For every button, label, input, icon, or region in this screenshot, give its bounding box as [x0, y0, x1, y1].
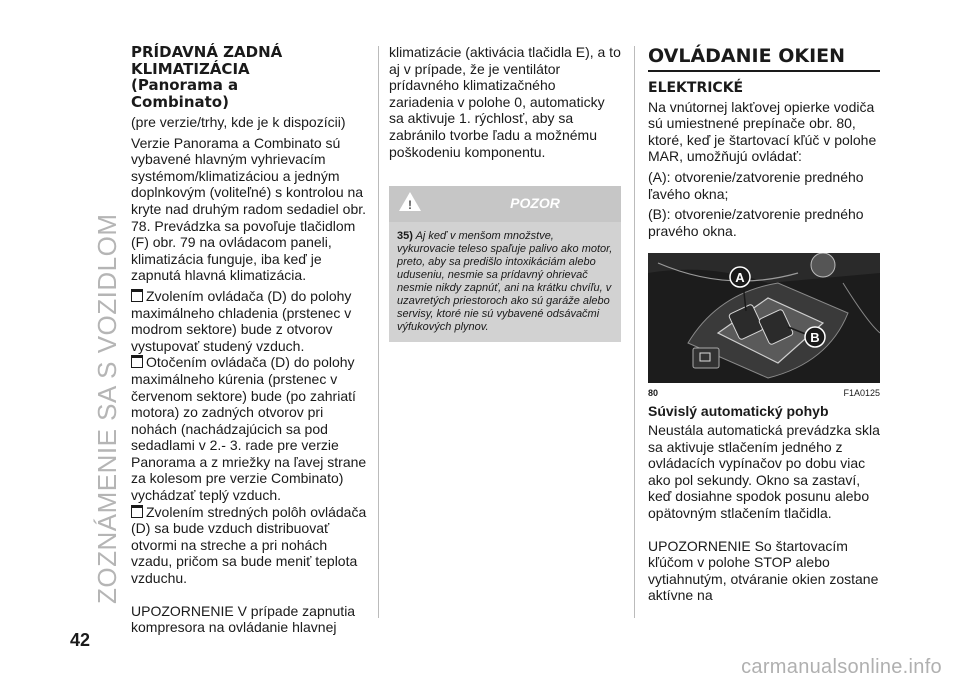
bullet-text: Zvolením stredných polôh ovládača (D) sa bude vzduch distribuovať otvormi na streche a pri nohách vzadu, pričom sa bude meniť teplota vzduchu.	[131, 503, 367, 587]
section-title: OVLÁDANIE OKIEN	[648, 45, 846, 67]
continued-paragraph: klimatizácie (aktivácia tlačidla E), a to aj v prípade, že je ventilátor prídavného klimatizačného zariadenia v polohe 0, automaticky sa aktivuje 1. rýchlosť, aby sa zabránilo tvorbe ľadu a možnému poškodeniu komponentu.	[389, 44, 621, 160]
intro-paragraph: Verzie Panorama a Combinato sú vybavené hlavným vyhrievacím systémom/klimatizáciou a jedným doplnkovým (voliteľné) s kontrolou na kryte nad druhým radom sedadiel obr. 78. Prevádzka sa povoľuje tlačidlom (F) obr. 79 na ovládacom paneli, klimatizácia funguje, iba keď je zapnutá hlavná klimatizácia.	[131, 134, 367, 284]
list-item: (B): otvorenie/zatvorenie predného pravého okna.	[648, 206, 864, 239]
auto-paragraph: Neustála automatická prevádzka skla sa aktivuje stlačením jedného z ovládacích vypínačov po dobu viac ako pol sekundy. Okno sa zastaví, keď dosiahne spodok posunu alebo opätovným stlačením tlačidla.	[648, 421, 880, 521]
bullet-icon	[131, 289, 143, 302]
side-title: ZOZNÁMENIE SA S VOZIDLOM	[92, 213, 122, 604]
column-2	[389, 44, 621, 342]
column-divider	[634, 46, 635, 618]
figure-code: F1A0125	[843, 388, 880, 399]
bullet-icon	[131, 505, 143, 518]
warning-number: 35)	[397, 230, 413, 243]
bullet-item	[131, 288, 367, 354]
intro-paragraph: Na vnútornej lakťovej opierke vodiča sú umiestnené prepínače obr. 80, ktoré, keď je štartovací kľúč v polohe MAR, umožňujú ovládať:	[648, 98, 877, 165]
bullet-icon	[131, 355, 143, 368]
warning-box	[389, 186, 621, 342]
callout-a: A	[735, 270, 745, 286]
figure-caption	[648, 383, 880, 399]
armrest-switch-illustration	[648, 253, 880, 383]
note-paragraph: UPOZORNENIE V prípade zapnutia kompresora na ovládanie hlavnej	[131, 602, 356, 636]
availability-note: (pre verzie/trhy, kde je k dispozícii)	[131, 114, 346, 130]
column-3	[648, 44, 880, 608]
title-underline	[648, 70, 880, 72]
figure-number: 80	[648, 388, 659, 399]
bullet-item	[131, 354, 367, 503]
section-title	[131, 44, 367, 110]
warning-body	[389, 222, 621, 334]
page-number: 42	[70, 630, 91, 650]
warning-text: Aj keď v menšom množstve, vykurovacie teleso spaľuje palivo ako motor, preto, aby sa predišlo intoxikáciám alebo uduseniu, nesmie sa prídavný ohrievač nesmie nikdy zapnúť, ani na krátku chvíľu, v uzavretých priestoroch ako sú garáže alebo servisy, ktoré nie sú vybavené odsávačmi výfukových plynov.	[397, 230, 613, 334]
bullet-text: Otočením ovládača (D) do polohy maximálneho kúrenia (prstenec v červenom sektore) bude (po zahriatí motora) zo zadných otvorov pri nohách (nachádzajúcich sa pod sedadlami v 2.- 3. rade pre verzie Panorama a z mriežky na ľavej strane za kolesom pre verzie Combinato) vychádzať teplý vzduch.	[131, 354, 367, 504]
window-switch-figure	[648, 253, 880, 383]
watermark: carmanualsonline.info	[741, 656, 942, 678]
callout-b: B	[810, 330, 820, 346]
section-subtitle: ELEKTRICKÉ	[648, 80, 744, 96]
title-line: PRÍDAVNÁ ZADNÁ	[131, 43, 283, 61]
column-1	[131, 44, 367, 640]
warning-title: POZOR	[510, 195, 560, 212]
section-sidebar-title	[72, 44, 122, 604]
title-line: KLIMATIZÁCIA	[131, 59, 250, 78]
warning-header: ! POZOR	[389, 186, 621, 222]
bullet-item	[131, 504, 367, 587]
column-divider	[378, 46, 379, 618]
note-paragraph: UPOZORNENIE So štartovacím kľúčom v polohe STOP alebo vytiahnutým, otváranie okien zostane aktívne na	[648, 537, 879, 604]
list-item: (A): otvorenie/zatvorenie predného ľavého okna;	[648, 168, 864, 202]
title-line: (Panorama a	[131, 76, 239, 94]
bullet-text: Zvolením ovládača (D) do polohy maximálneho chladenia (prstenec v modrom sektore) bude z otvorov vystupovať studený vzduch.	[131, 287, 352, 354]
auto-title: Súvislý automatický pohyb	[648, 403, 829, 420]
title-line: Combinato)	[131, 92, 229, 111]
